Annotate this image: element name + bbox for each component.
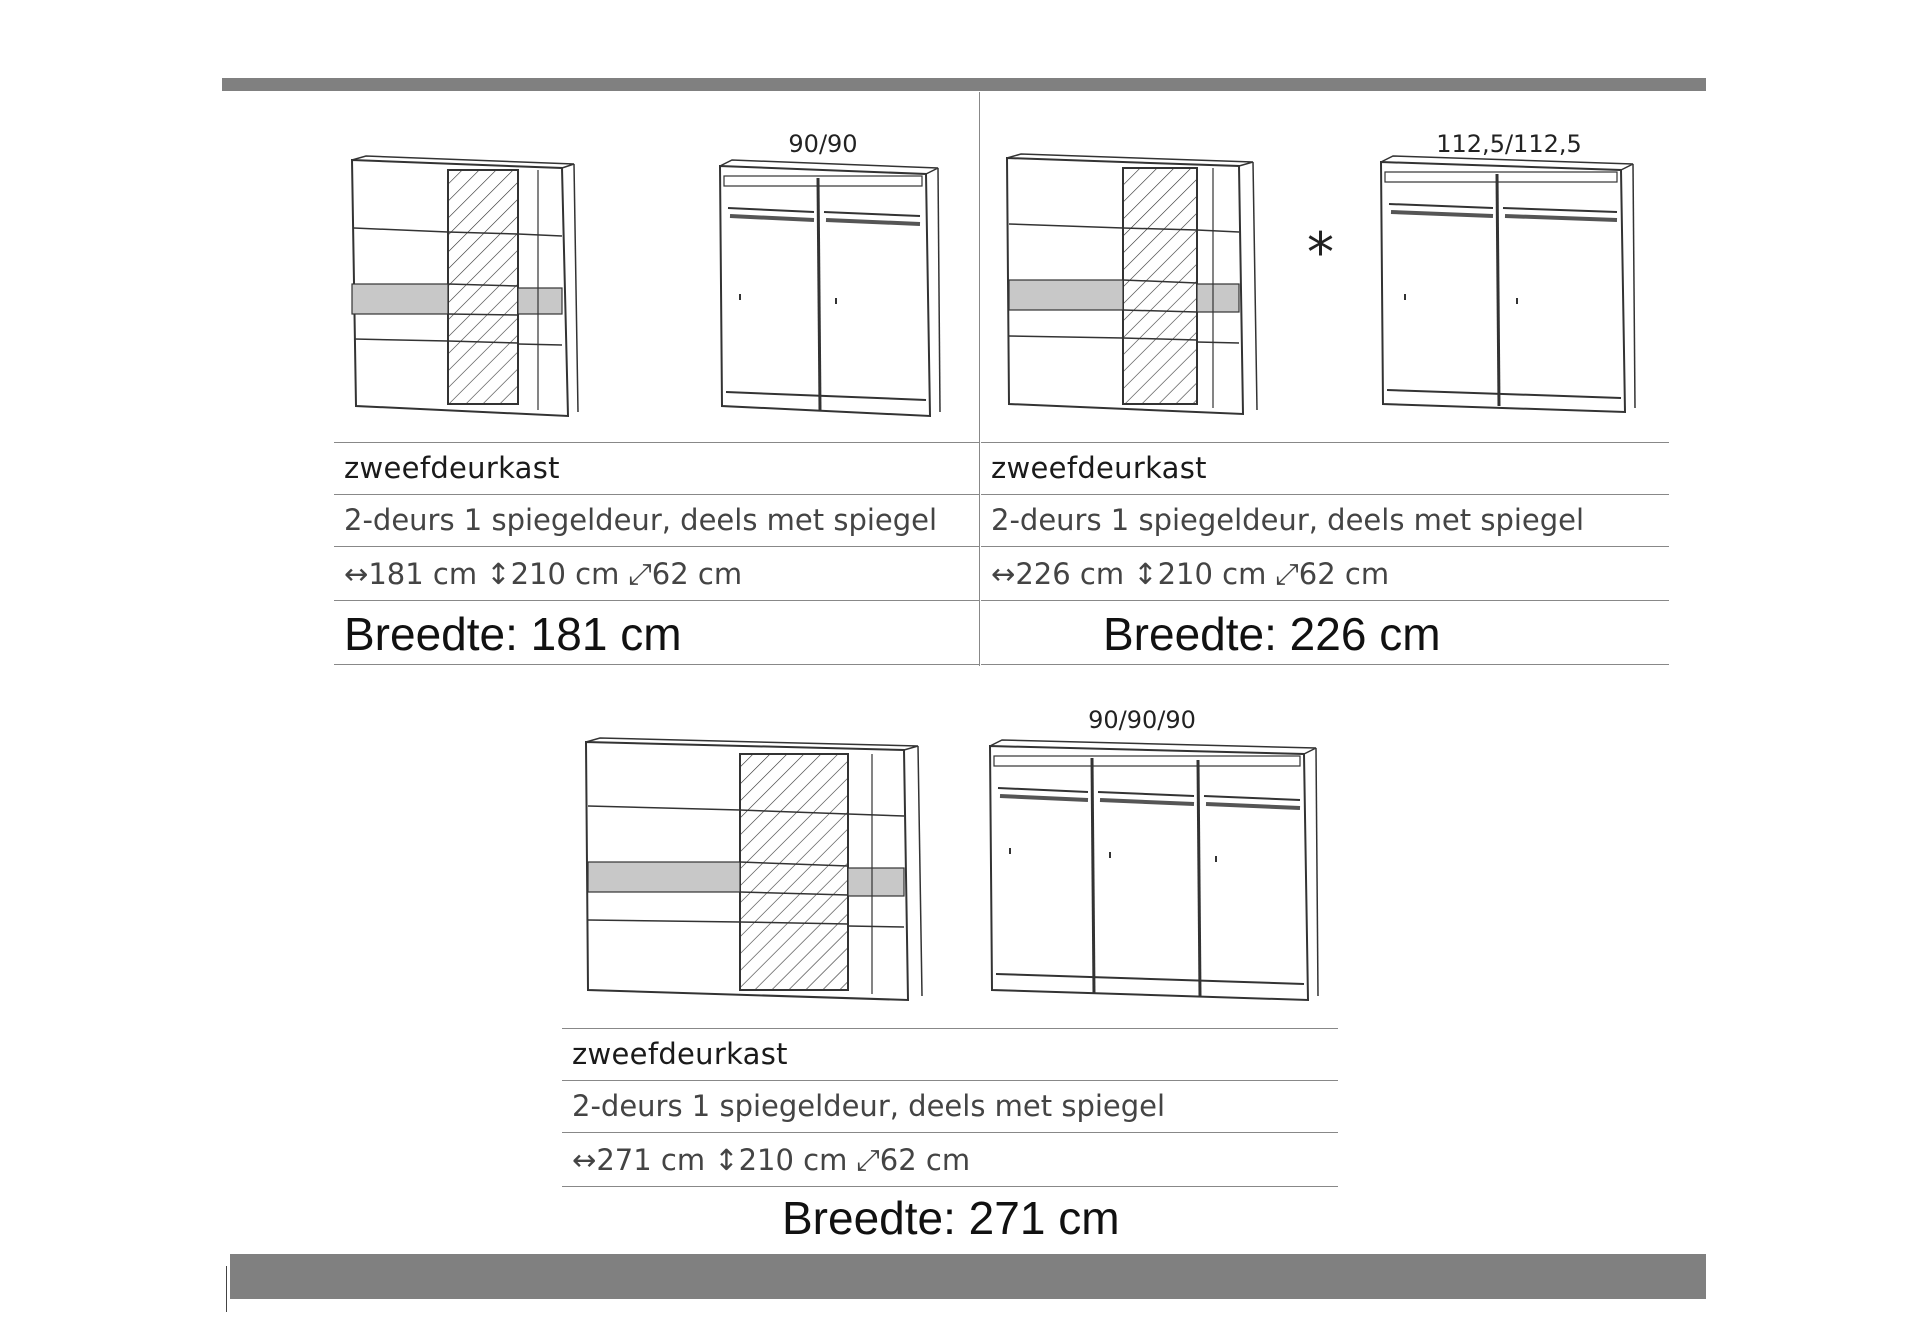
breedte-row <box>334 600 980 665</box>
description-row <box>334 494 980 547</box>
product-block-1 <box>334 130 980 670</box>
interior-view-drawing <box>1377 154 1641 416</box>
product-name: zweefdeurkast <box>991 451 1207 485</box>
bottom-decor-bar <box>230 1254 1706 1299</box>
depth-value: 62 cm <box>879 1143 971 1177</box>
description-row <box>562 1080 1338 1133</box>
breedte-row <box>562 1186 1338 1251</box>
left-right-arrow-icon: ↔ <box>991 557 1016 591</box>
interior-width-label: 112,5/112,5 <box>1436 130 1582 158</box>
dimensions-line <box>344 557 742 592</box>
height-value: 210 cm <box>1157 557 1267 591</box>
note-asterisk: * <box>1307 221 1334 284</box>
depth-value: 62 cm <box>651 557 743 591</box>
top-decor-bar <box>222 78 1706 91</box>
product-name: zweefdeurkast <box>344 451 560 485</box>
diagonal-arrow-icon: ⤢ <box>628 557 652 591</box>
spec-table <box>334 442 980 672</box>
dimensions-row <box>562 1132 1338 1187</box>
bottom-tick-mark <box>226 1266 227 1312</box>
width-value: 226 cm <box>1015 557 1125 591</box>
product-description: 2-deurs 1 spiegeldeur, deels met spiegel <box>344 503 938 537</box>
dimensions-line <box>991 557 1389 592</box>
product-name: zweefdeurkast <box>572 1037 788 1071</box>
product-description: 2-deurs 1 spiegeldeur, deels met spiegel <box>572 1089 1166 1123</box>
left-right-arrow-icon: ↔ <box>572 1143 597 1177</box>
table-end-line <box>981 664 1669 665</box>
product-name-row <box>334 442 980 495</box>
dimensions-line <box>572 1143 970 1178</box>
product-name-row <box>562 1028 1338 1081</box>
dimensions-row <box>981 546 1669 601</box>
interior-view-drawing <box>986 740 1320 1004</box>
diagonal-arrow-icon: ⤢ <box>1275 557 1299 591</box>
product-block-3 <box>562 706 1338 1246</box>
spec-table <box>562 1028 1338 1258</box>
description-row <box>981 494 1669 547</box>
spec-table <box>981 442 1669 672</box>
product-block-2 <box>981 130 1669 670</box>
left-right-arrow-icon: ↔ <box>344 557 369 591</box>
breedte-label: Breedte: 271 cm <box>782 1192 1120 1244</box>
diagonal-arrow-icon: ⤢ <box>856 1143 880 1177</box>
depth-value: 62 cm <box>1298 557 1390 591</box>
dimensions-row <box>334 546 980 601</box>
breedte-row <box>981 600 1669 665</box>
width-value: 181 cm <box>368 557 478 591</box>
interior-width-label: 90/90 <box>788 130 858 158</box>
product-description: 2-deurs 1 spiegeldeur, deels met spiegel <box>991 503 1585 537</box>
interior-width-label: 90/90/90 <box>1088 706 1196 734</box>
breedte-label: Breedte: 226 cm <box>1103 608 1441 660</box>
height-value: 210 cm <box>510 557 620 591</box>
width-value: 271 cm <box>596 1143 706 1177</box>
height-value: 210 cm <box>738 1143 848 1177</box>
front-view-drawing <box>1003 152 1259 414</box>
up-down-arrow-icon: ↕ <box>714 1143 739 1177</box>
front-view-drawing <box>584 736 924 1002</box>
interior-view-drawing <box>716 156 946 416</box>
breedte-label: Breedte: 181 cm <box>344 608 682 660</box>
up-down-arrow-icon: ↕ <box>486 557 511 591</box>
up-down-arrow-icon: ↕ <box>1133 557 1158 591</box>
table-end-line <box>334 664 980 665</box>
product-name-row <box>981 442 1669 495</box>
front-view-drawing <box>342 154 582 414</box>
